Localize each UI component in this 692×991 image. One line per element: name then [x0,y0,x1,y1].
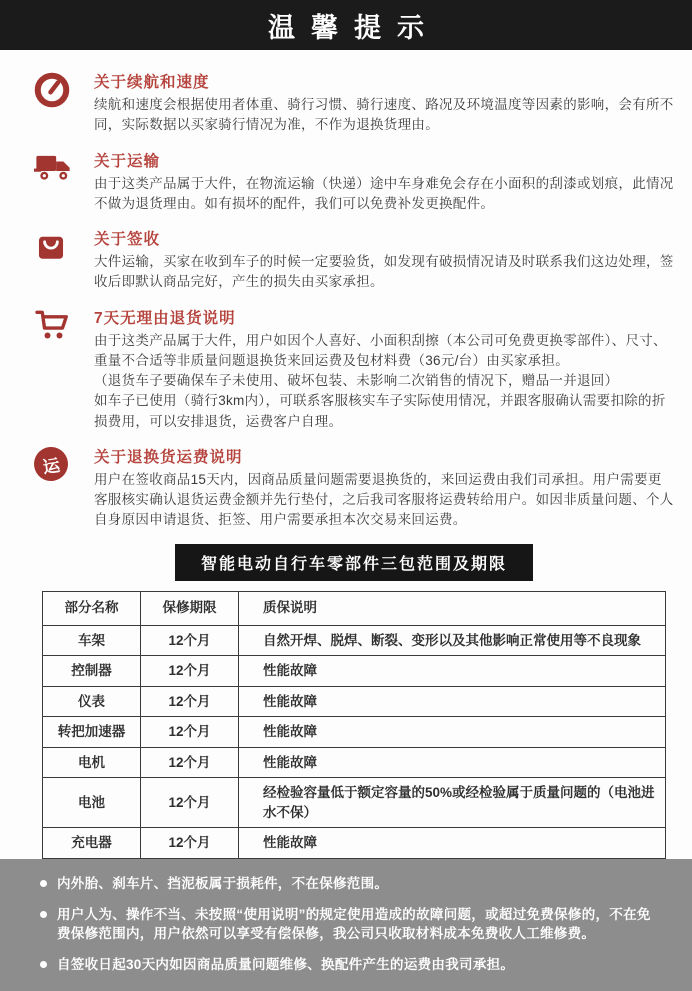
tip-heading: 关于签收 [94,231,161,248]
tip-heading: 7天无理由退货说明 [94,309,236,327]
cell-warranty-term: 12个月 [141,778,239,828]
tip-heading: 关于运输 [94,152,161,170]
cell-part-name: 充电器 [43,828,141,859]
table-row [43,656,666,687]
page-title: 温馨提示 [268,12,440,43]
col-header-part-name: 部分名称 [43,591,141,625]
tip-paragraph: 续航和速度会根据使用者体重、骑行习惯、骑行速度、路况及环境温度等因素的影响，会有所不同，实际数据以买家骑行情况为准，不作为退换货理由。 [94,97,674,133]
cell-warranty-term: 12个月 [141,717,239,748]
cell-part-name: 控制器 [43,656,141,687]
truck-icon [34,149,80,215]
col-header-warranty-desc: 质保说明 [239,591,666,625]
cell-warranty-desc: 经检验容量低于额定容量的50%或经检验属于质量问题的（电池进水不保） [239,778,666,828]
table-row [43,717,666,748]
cell-part-name: 电池 [43,778,141,828]
speedometer-icon [34,70,80,136]
tip-paragraph: 如车子已使用（骑行3km内），可联系客服核实车子实际使用情况，并跟客服确认需要扣除的折损费用，可以安排退货，运费客户自理。 [94,393,666,429]
shipping-badge-icon [34,445,80,531]
tips-content [0,50,692,859]
cell-warranty-desc: 性能故障 [239,686,666,717]
table-header-row [43,591,666,625]
table-row [43,828,666,859]
tip-section-battery-speed [34,70,674,136]
warranty-table [42,591,666,860]
shopping-bag-icon [34,227,80,293]
tip-paragraph: 由于这类产品属于大件，用户如因个人喜好、小面积刮擦（本公司可免费更换零部件）、尺寸、重量不合适等非质量问题退换货来回运费及包材料费（36元/台）由买家承担。 [94,332,667,368]
cell-part-name: 车架 [43,625,141,656]
table-row [43,747,666,778]
tip-text [80,445,674,531]
tip-section-receipt [34,227,674,293]
shipping-badge-glyph: 运 [32,445,70,483]
table-row [43,778,666,828]
tip-paragraph: 由于这类产品属于大件，在物流运输（快递）途中车身难免会存在小面积的刮漆或划痕，此情况不做为退货理由。如有损坏的配件，我们可以免费补发更换配件。 [94,175,674,211]
cart-icon [34,306,80,432]
cell-warranty-desc: 性能故障 [239,717,666,748]
cell-part-name: 转把加速器 [43,717,141,748]
cell-part-name: 仪表 [43,686,141,717]
tip-text [80,149,674,215]
tip-section-7day-return [34,306,674,432]
tip-paragraph: 用户在签收商品15天内，因商品质量问题需要退换货的，来回运费由我们司承担。用户需要更客服核实确认退货运费金额并先行垫付，之后我司客服将运费转给用户。如因非质量问题、个人自身原因申请退货、拒签、用户需要承担本次交易来回运费。 [94,471,674,528]
page-header [0,0,692,50]
tip-text [80,227,674,293]
cell-part-name: 电机 [43,747,141,778]
tip-paragraph: （退货车子要确保车子未使用、破坏包装、未影响二次销售的情况下，赠品一并退回） [94,373,619,388]
cell-warranty-term: 12个月 [141,686,239,717]
tip-paragraph: 大件运输，买家在收到车子的时候一定要验货，如发现有破损情况请及时联系我们这边处理，签收后即默认商品完好，产生的损失由买家承担。 [94,254,674,290]
footer-notes [0,859,692,991]
footer-bullet-list [40,874,662,974]
footer-bullet: 内外胎、刹车片、挡泥板属于损耗件，不在保修范围。 [40,874,662,894]
tip-section-return-freight [34,445,674,531]
tip-heading: 关于续航和速度 [94,74,210,91]
cell-warranty-term: 12个月 [141,656,239,687]
cell-warranty-desc: 自然开焊、脱焊、断裂、变形以及其他影响正常使用等不良现象 [239,625,666,656]
footer-bullet: 用户人为、操作不当、未按照“使用说明”的规定使用造成的故障问题，或超过免费保修的，不在免费保修范围内，用户依然可以享受有偿保修，我公司只收取材料成本免费收人工维修费。 [40,905,662,944]
col-header-warranty-term: 保修期限 [141,591,239,625]
table-row [43,686,666,717]
tip-section-transport [34,149,674,215]
cell-warranty-term: 12个月 [141,747,239,778]
footer-bullet: 自签收日起30天内如因商品质量问题维修、换配件产生的运费由我司承担。 [40,955,662,975]
tip-text [80,306,674,432]
table-row [43,625,666,656]
tip-heading: 关于退换货运费说明 [94,448,243,466]
cell-warranty-desc: 性能故障 [239,656,666,687]
cell-warranty-term: 12个月 [141,625,239,656]
tip-text [80,70,674,136]
cell-warranty-desc: 性能故障 [239,828,666,859]
cell-warranty-term: 12个月 [141,828,239,859]
cell-warranty-desc: 性能故障 [239,747,666,778]
warranty-title-bar: 智能电动自行车零部件三包范围及期限 [175,544,533,581]
